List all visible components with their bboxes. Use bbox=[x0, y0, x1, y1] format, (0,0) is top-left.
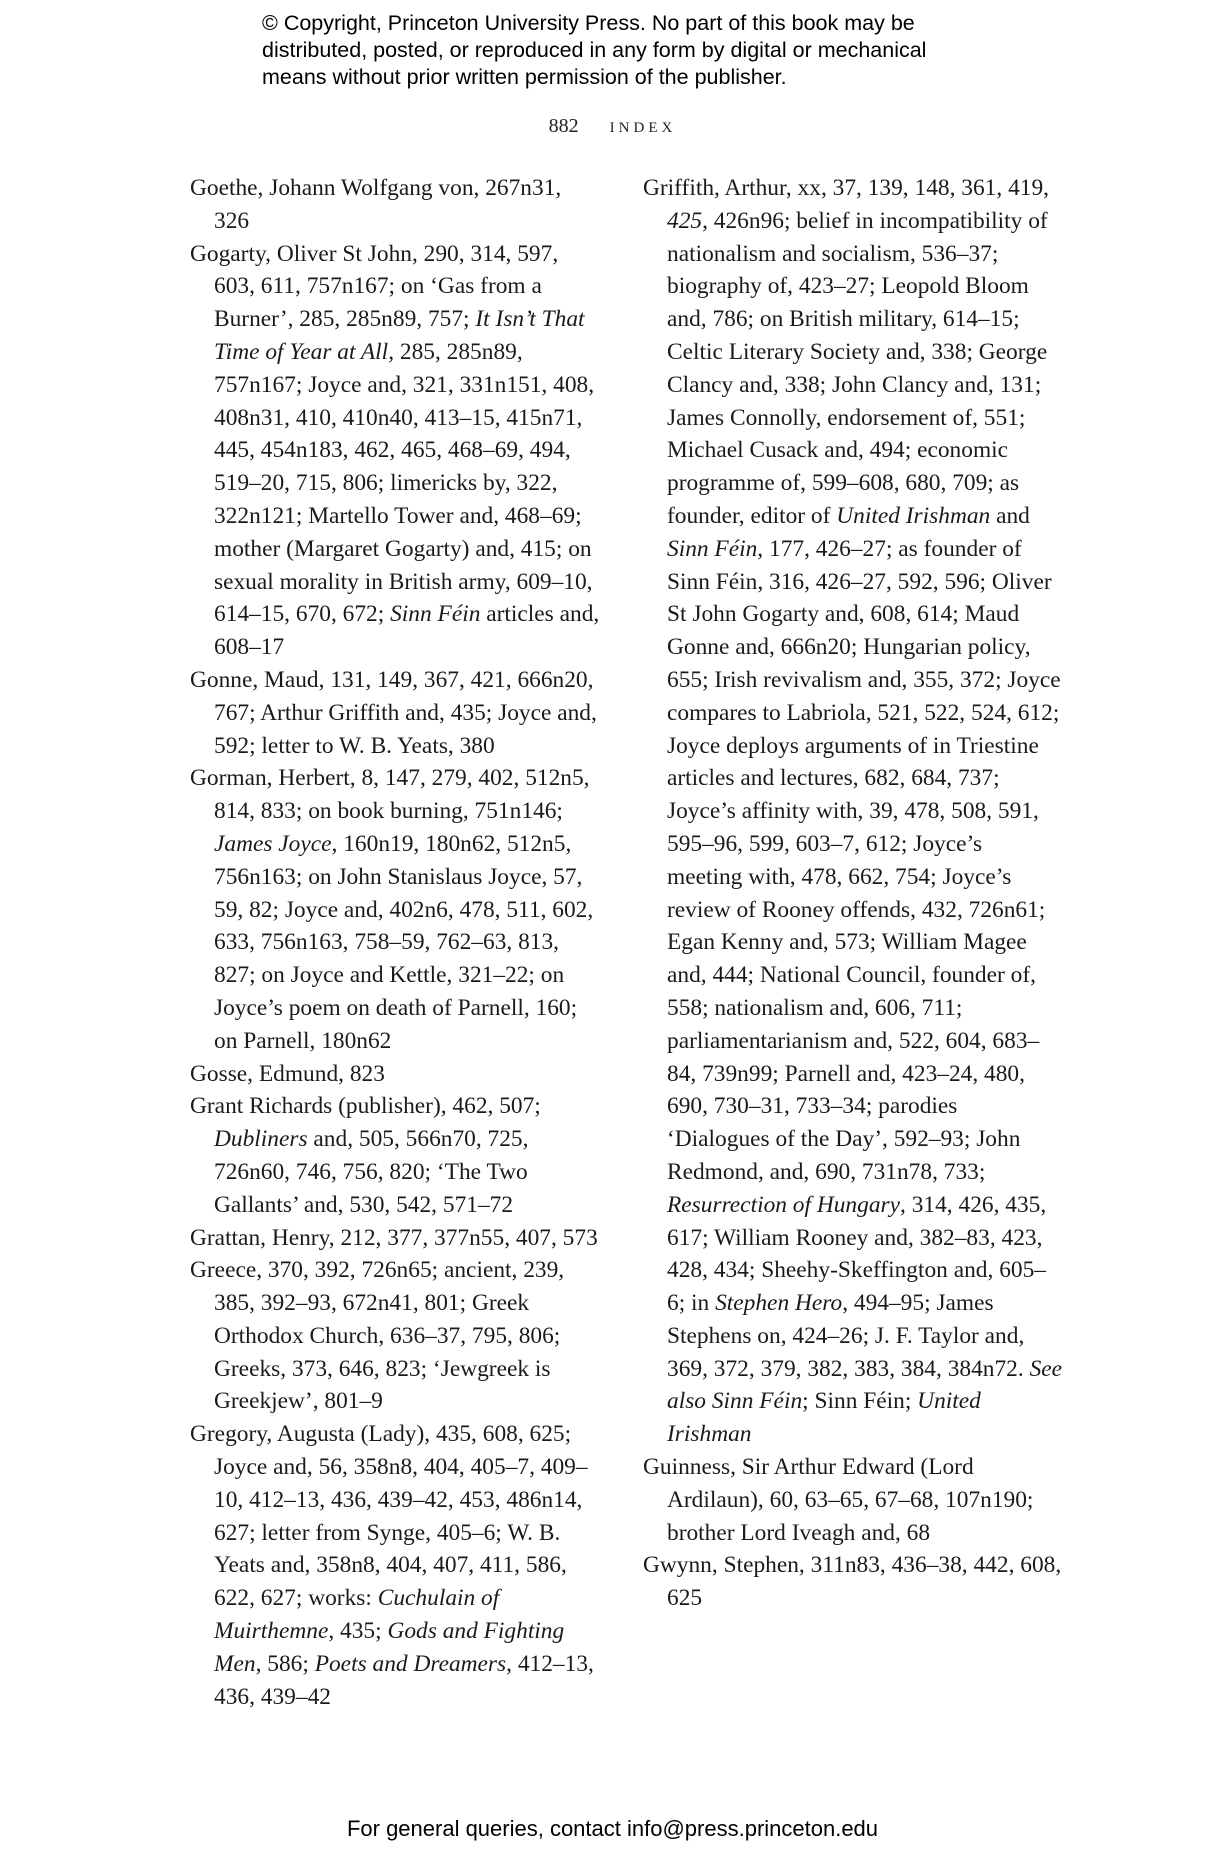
index-entry: Gwynn, Stephen, 311n83, 436–38, 442, 608, 625 bbox=[643, 1552, 1062, 1612]
index-entry: Gogarty, Oliver St John, 290, 314, 597, 603, 611, 757n167; on ‘Gas from a Burner’, 285, 285n89, 757; It Isn’t That Time of Year at All, 285, 285n89, 757n167; Joyce and, 321, 331n151, 408, 408n31, 410, 410n40, 413–15, 415n71, 445, 454n183, 462, 465, 468–69, 494, 519–20, 715, 806; limericks by, 322, 322n121; Martello Tower and, 468–69; mother (Margaret Gogarty) and, 415; on sexual morality in British army, 609–10, 614–15, 670, 672; Sinn Féin articles and, 608–17 bbox=[190, 240, 600, 661]
index-entry: Gorman, Herbert, 8, 147, 279, 402, 512n5, 814, 833; on book burning, 751n146; James Joyce, 160n19, 180n62, 512n5, 756n163; on John Stanislaus Joyce, 57, 59, 82; Joyce and, 402n6, 478, 511, 602, 633, 756n163, 758–59, 762–63, 813, 827; on Joyce and Kettle, 321–22; on Joyce’s poem on death of Parnell, 160; on Parnell, 180n62 bbox=[190, 765, 594, 1054]
index-entry: Gosse, Edmund, 823 bbox=[190, 1060, 385, 1087]
index-entry: Griffith, Arthur, xx, 37, 139, 148, 361, 419, 425, 426n96; belief in incompatibility of nationalism and socialism, 536–37; biography of, 423–27; Leopold Bloom and, 786; on British military, 614–15; Celtic Literary Society and, 338; George Clancy and, 338; John Clancy and, 131; James Connolly, endorsement of, 551; Michael Cusack and, 494; economic programme of, 599–608, 680, 709; as founder, editor of United Irishman and Sinn Féin, 177, 426–27; as founder of Sinn Féin, 316, 426–27, 592, 596; Oliver St John Gogarty and, 608, 614; Maud Gonne and, 666n20; Hungarian policy, 655; Irish revivalism and, 355, 372; Joyce compares to Labriola, 521, 522, 524, 612; Joyce deploys arguments of in Triestine articles and lectures, 682, 684, 737; Joyce’s affinity with, 39, 478, 508, 591, 595–96, 599, 603–7, 612; Joyce’s meeting with, 478, 662, 754; Joyce’s review of Rooney offends, 432, 726n61; Egan Kenny and, 573; William Magee and, 444; National Council, founder of, 558; nationalism and, 606, 711; parliamentarianism and, 522, 604, 683–84, 739n99; Parnell and, 423–24, 480, 690, 730–31, 733–34; parodies ‘Dialogues of the Day’, 592–93; John Redmond, and, 690, 731n78, 733; Resurrection of Hungary, 314, 426, 435, 617; William Rooney and, 382–83, 423, 428, 434; Sheehy-Skeffington and, 605–6; in Stephen Hero, 494–95; James Stephens on, 424–26; J. F. Taylor and, 369, 372, 379, 382, 383, 384, 384n72. See also Sinn Féin; Sinn Féin; United Irishman bbox=[643, 175, 1063, 1448]
index-entry: Greece, 370, 392, 726n65; ancient, 239, 385, 392–93, 672n41, 801; Greek Orthodox Church, 636–37, 795, 806; Greeks, 373, 646, 823; ‘Jewgreek is Greekjew’, 801–9 bbox=[190, 1257, 565, 1415]
index-entry: Goethe, Johann Wolfgang von, 267n31, 326 bbox=[190, 175, 562, 234]
footer-contact: For general queries, contact info@press.princeton.edu bbox=[346, 1816, 879, 1841]
index-column-left bbox=[190, 172, 600, 1713]
copyright-notice: © Copyright, Princeton University Press. No part of this book may be distributed, posted, or reproduced in any form by digital or mechanical means without prior written permission of the publisher. bbox=[262, 11, 927, 89]
index-entry: Grattan, Henry, 212, 377, 377n55, 407, 573 bbox=[190, 1224, 598, 1251]
running-head bbox=[0, 112, 1225, 138]
index-entry: Gonne, Maud, 131, 149, 367, 421, 666n20, 767; Arthur Griffith and, 435; Joyce and, 592; letter to W. B. Yeats, 380 bbox=[190, 666, 597, 759]
index-column-right bbox=[643, 172, 1063, 1615]
index-entry: Guinness, Sir Arthur Edward (Lord Ardilaun), 60, 63–65, 67–68, 107n190; brother Lord Iveagh and, 68 bbox=[643, 1454, 1034, 1546]
running-title: index bbox=[609, 112, 677, 137]
page-number: 882 bbox=[548, 115, 579, 137]
index-entry: Grant Richards (publisher), 462, 507; Dubliners and, 505, 566n70, 725, 726n60, 746, 756, 820; ‘The Two Gallants’ and, 530, 542, 571–72 bbox=[190, 1093, 541, 1218]
index-entry: Gregory, Augusta (Lady), 435, 608, 625; Joyce and, 56, 358n8, 404, 405–7, 409–10, 412–13, 436, 439–42, 453, 486n14, 627; letter from Synge, 405–6; W. B. Yeats and, 358n8, 404, 407, 411, 586, 622, 627; works: Cuchulain of Muirthemne, 435; Gods and Fighting Men, 586; Poets and Dreamers, 412–13, 436, 439–42 bbox=[190, 1421, 594, 1710]
